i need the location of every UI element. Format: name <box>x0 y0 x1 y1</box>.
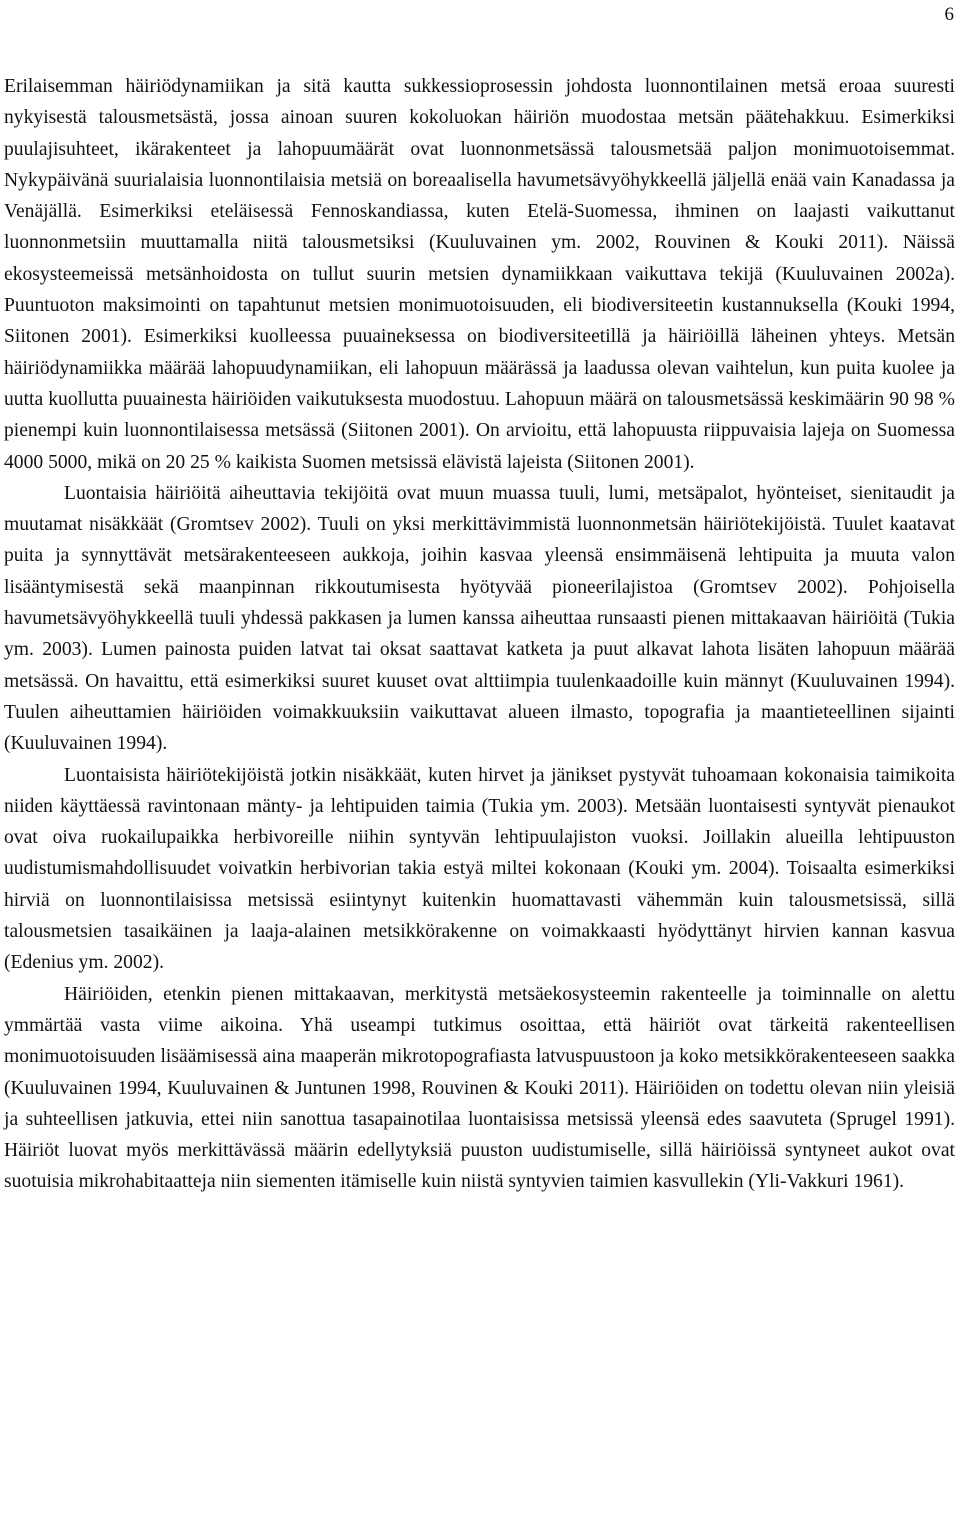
document-body <box>4 71 955 1198</box>
paragraph: Häiriöiden, etenkin pienen mittakaavan, merkitystä metsäekosysteemin rakenteelle ja toiminnalle on alettu ymmärtää vasta viime aikoina. Yhä useampi tutkimus osoittaa, että häiriöt ovat tärkeitä rakenteellisen monimuotoisuuden lisäämisessä aina maaperän mikrotopografiasta latvuspuustoon ja koko metsikkörakenteeseen saakka (Kuuluvainen 1994, Kuuluvainen & Juntunen 1998, Rouvinen & Kouki 2011). Häiriöiden on todettu olevan niin yleisiä ja suhteellisen jatkuvia, ettei niin sanottua tasapainotilaa luontaisissa metsissä yleensä edes saavuteta (Sprugel 1991). Häiriöt luovat myös merkittävässä määrin edellytyksiä puuston uudistumiselle, sillä häiriöissä syntyneet aukot ovat suotuisia mikrohabitaatteja niin siementen itämiselle kuin niistä syntyvien taimien kasvullekin (Yli-Vakkuri 1961). <box>4 983 955 1193</box>
paragraph: Luontaisia häiriöitä aiheuttavia tekijöitä ovat muun muassa tuuli, lumi, metsäpalot, hyönteiset, sienitaudit ja muutamat nisäkkäät (Gromtsev 2002). Tuuli on yksi merkittävimmistä luonnonmetsän häiriötekijöistä. Tuulet kaatavat puita ja synnyttävät metsärakenteeseen aukkoja, joihin kasvaa yleensä ensimmäisenä lehtipuita ja muuta valon lisääntymisestä sekä maanpinnan rikkoutumisesta hyötyvää pioneerilajistoa (Gromtsev 2002). Pohjoisella havumetsävyöhykkeellä tuuli yhdessä pakkasen ja lumen kanssa aiheuttaa runsaasti pienen mittakaavan häiriöitä (Tukia ym. 2003). Lumen painosta puiden latvat tai oksat saattavat katketa ja puut alkavat lahota lisäten lahopuun määrää metsässä. On havaittu, että esimerkiksi suuret kuuset ovat alttiimpia tuulenkaadoille kuin männyt (Kuuluvainen 1994). Tuulen aiheuttamien häiriöiden voimakkuuksiin vaikuttavat alueen ilmasto, topografia ja maantieteellinen sijainti (Kuuluvainen 1994). <box>4 482 955 755</box>
paragraph: Erilaisemman häiriödynamiikan ja sitä kautta sukkessioprosessin johdosta luonnontilainen metsä eroaa suuresti nykyisestä talousmetsästä, jossa ainoan suuren kokoluokan häiriön muodostaa metsän päätehakkuu. Esimerkiksi puulajisuhteet, ikärakenteet ja lahopuumäärät ovat luonnonmetsässä talousmetsää paljon monimuotoisemmat. Nykypäivänä suurialaisia luonnontilaisia metsiä on boreaalisella havumetsävyöhykkeellä jäljellä enää vain Kanadassa ja Venäjällä. Esimerkiksi eteläisessä Fennoskandiassa, kuten Etelä-Suomessa, ihminen on laajasti vaikuttanut luonnonmetsiin muuttamalla niitä talousmetsiksi (Kuuluvainen ym. 2002, Rouvinen & Kouki 2011). Näissä ekosysteemeissä metsänhoidosta on tullut suurin metsien dynamiikkaan vaikuttava tekijä (Kuuluvainen 2002a). Puuntuoton maksimointi on tapahtunut metsien monimuotoisuuden, eli biodiversiteetin kustannuksella (Kouki 1994, Siitonen 2001). Esimerkiksi kuolleessa puuaineksessa on biodiversiteetillä ja häiriöillä läheinen yhteys. Metsän häiriödynamiikka määrää lahopuudynamiikan, eli lahopuun määrässä ja laadussa olevan vaihtelun, kun puita kuolee ja uutta kuollutta puuainesta häiriöiden vaikutuksesta muodostuu. Lahopuun määrä on talousmetsässä keskimäärin 90 98 % pienempi kuin luonnontilaisessa metsässä (Siitonen 2001). On arvioitu, että lahopuusta riippuvaisia lajeja on Suomessa 4000 5000, mikä on 20 25 % kaikista Suomen metsissä elävistä lajeista (Siitonen 2001). <box>4 76 955 473</box>
paragraph: Luontaisista häiriötekijöistä jotkin nisäkkäät, kuten hirvet ja jänikset pystyvät tuhoamaan kokonaisia taimikoita niiden käyttäessä ravintonaan mänty- ja lehtipuiden taimia (Tukia ym. 2003). Metsään luontaisesti syntyvät pienaukot ovat oiva ruokailupaikka herbivoreille niihin syntyvän lehtipuulajiston vuoksi. Joillakin alueilla lehtipuuston uudistumismahdollisuudet voivatkin herbivorian takia estyä miltei kokonaan (Kouki ym. 2004). Toisaalta esimerkiksi hirviä on luonnontilaisissa metsissä esiintynyt kuitenkin huomattavasti vähemmän kuin talousmetsissä, sillä talousmetsien tasaikäinen ja laaja-alainen metsikkörakenne on voimakkaasti hyödyttänyt hirvien kannan kasvua (Edenius ym. 2002). <box>4 764 955 974</box>
page-number: 6 <box>944 4 954 25</box>
